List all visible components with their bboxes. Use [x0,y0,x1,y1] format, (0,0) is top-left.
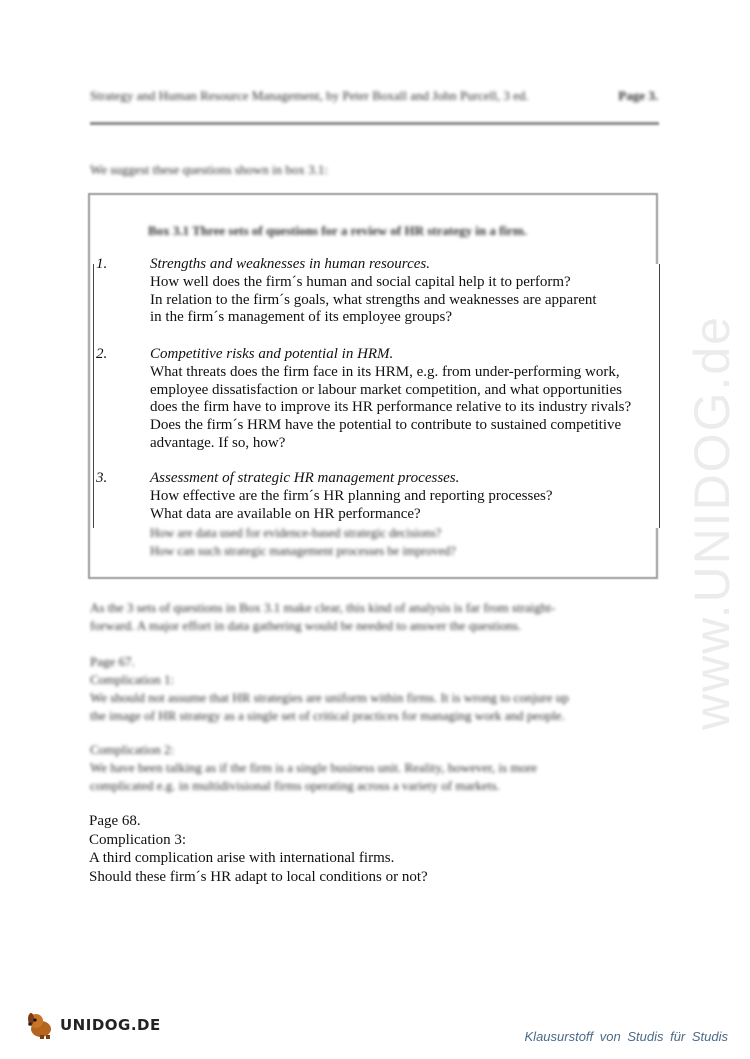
item-line: employee dissatisfaction or labour market competition, and what opportunities [150,381,622,398]
item-number: 2. [96,346,108,362]
paragraph-line: Complication 2: [90,742,175,757]
paragraph-complication-3 [89,812,428,886]
paragraph-line: Complication 3: [89,831,187,848]
paragraph-analysis [90,599,660,635]
item-line: How well does the firm´s human and social capital help it to perform? [150,273,571,290]
item-line: In relation to the firm´s goals, what strengths and weaknesses are apparent [150,291,597,308]
unidog-logo[interactable] [26,1010,161,1040]
item-heading: Competitive risks and potential in HRM. [150,346,394,362]
item-line: advantage. If so, how? [150,434,286,451]
dog-mascot-icon [26,1010,56,1040]
footer-tagline: Klausurstoff von Studis für Studis [524,1029,728,1044]
paragraph-line: forward. A major effort in data gathering would be needed to answer the questions. [90,618,522,633]
logo-text: UNIDOG.DE [60,1016,161,1034]
item-line: does the firm have to improve its HR performance relative to its industry rivals? [150,399,632,416]
header-divider [90,122,659,125]
item-line: What data are available on HR performance? [150,505,421,522]
paragraph-line: complicated e.g. in multidivisional firms operating across a variety of markets. [90,778,500,793]
item-line: How effective are the firm´s HR planning and reporting processes? [150,487,553,504]
page-header [90,88,658,104]
item-number: 1. [96,256,108,272]
box-title: Box 3.1 Three sets of questions for a review of HR strategy in a firm. [148,223,527,238]
box-tail-line: How can such strategic management processes be improved? [150,544,456,558]
paragraph-line: A third complication arise with international firms. [89,850,395,866]
item-heading: Strengths and weaknesses in human resources. [150,256,430,272]
paragraph-line: Page 68. [89,813,141,829]
item-line: in the firm´s management of its employee groups? [150,309,452,326]
item-heading: Assessment of strategic HR management processes. [150,470,460,486]
intro-text: We suggest these questions shown in box 3.1: [90,162,328,177]
paragraph-line: We have been talking as if the firm is a single business unit. Reality, however, is more [90,760,538,775]
paragraph-line: Complication 1: [90,672,175,687]
paragraph-complication-1 [90,653,660,725]
header-page-number: Page 3. [618,88,658,103]
paragraph-line: the image of HR strategy as a single set of critical practices for managing work and people. [90,708,565,723]
item-line: Does the firm´s HRM have the potential to contribute to sustained competitive [150,417,622,434]
paragraph-line: Should these firm´s HR adapt to local conditions or not? [89,868,428,885]
header-citation: Strategy and Human Resource Management, by Peter Boxall and John Purcell, 3 ed. [90,88,529,103]
box-tail-line: How are data used for evidence-based strategic decisions? [150,526,442,540]
paragraph-line: Page 67. [90,654,135,669]
box-blurred-tail [150,524,456,560]
paragraph-line: We should not assume that HR strategies are uniform within firms. It is wrong to conjure up [90,690,569,705]
paragraph-complication-2 [90,741,660,795]
paragraph-line: As the 3 sets of questions in Box 3.1 make clear, this kind of analysis is far from straight- [90,600,556,615]
item-number: 3. [96,470,108,486]
watermark: www.UNIDOG.de [684,315,740,730]
item-line: What threats does the firm face in its HRM, e.g. from under-performing work, [150,363,620,380]
